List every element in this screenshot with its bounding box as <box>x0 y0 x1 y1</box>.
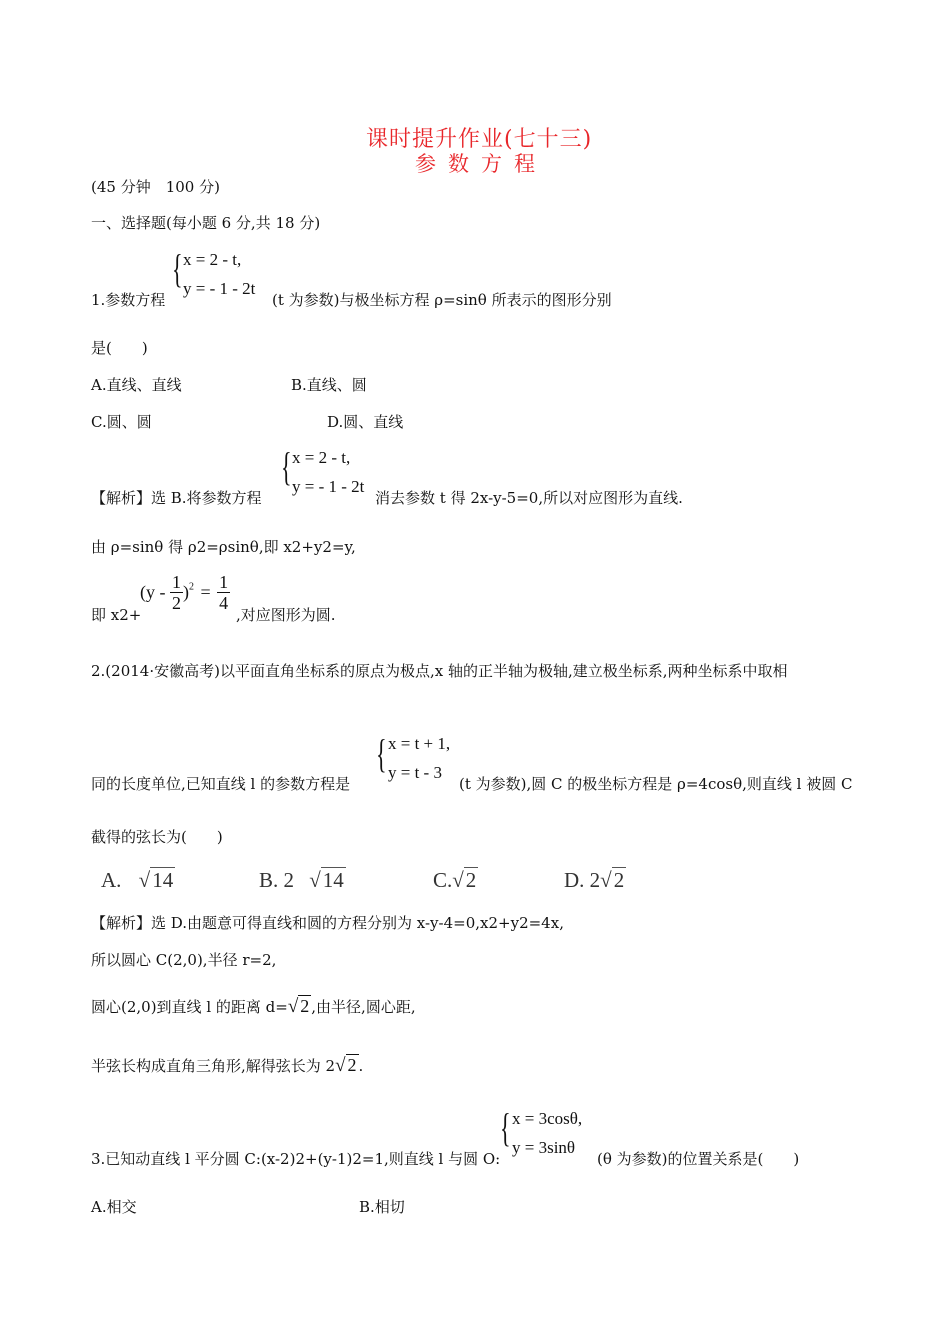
section-heading: 一、选择题(每小题 6 分,共 18 分) <box>91 214 321 232</box>
q1-suffix: (t 为参数)与极坐标方程 ρ=sinθ 所表示的图形分别 <box>272 291 612 309</box>
q2-analysis3: 圆心(2,0)到直线 l 的距离 d=√ 2 ,由半径,圆心距, <box>91 996 416 1017</box>
q2-analysis4: 半弦长构成直角三角形,解得弦长为 2√ 2 . <box>91 1055 364 1076</box>
q3-option-a: A.相交 <box>91 1198 137 1216</box>
q1-option-d: D.圆、直线 <box>327 413 404 431</box>
analysis4-prefix: 半弦长构成直角三角形,解得弦长为 2 <box>91 1057 336 1075</box>
time-score: (45 分钟 100 分) <box>91 178 220 196</box>
q3-eq2: y = 3sinθ <box>512 1138 576 1157</box>
analysis4-suffix: . <box>358 1057 364 1075</box>
exponent: 2 <box>189 581 194 593</box>
fraction-denominator: 2 <box>172 593 181 613</box>
q2-prefix: 同的长度单位,已知直线 l 的参数方程是 <box>91 775 351 793</box>
brace-icon: { <box>281 444 292 489</box>
q1-eq2: y = - 1 - 2t <box>183 279 256 298</box>
q1-line2: 是( ) <box>91 339 148 357</box>
option-label: B. 2 <box>259 868 295 892</box>
q2-option-c: C.√2 <box>433 868 477 892</box>
q1-option-c: C.圆、圆 <box>91 413 152 431</box>
q1-option-a: A.直线、直线 <box>91 376 182 394</box>
option-label: A. <box>101 868 122 892</box>
q3-prefix: 3.已知动直线 l 平分圆 C:(x-2)2+(y-1)2=1,则直线 l 与圆 O: <box>91 1150 501 1168</box>
radicand: 14 <box>322 868 344 892</box>
page-title: 课时提升作业(七十三) <box>366 127 593 152</box>
page-subtitle: 参数方程 <box>415 152 547 176</box>
q1-circle-equation <box>140 572 230 613</box>
option-label: C. <box>433 868 453 892</box>
q2-line1: 2.(2014·安徽高考)以平面直角坐标系的原点为极点,x 轴的正半轴为极轴,建立极坐标系,两种坐标系中取相 <box>91 662 788 680</box>
q1-analysis-prefix: 【解析】选 B.将参数方程 <box>91 489 262 507</box>
q1-prefix: 1.参数方程 <box>91 291 166 309</box>
q1-analysis-eq1: x = 2 - t, <box>292 448 351 467</box>
q3-suffix: (θ 为参数)的位置关系是( ) <box>597 1150 800 1168</box>
q1-analysis-line3-suffix: ,对应图形为圆. <box>236 606 336 624</box>
q1-analysis-eq2: y = - 1 - 2t <box>292 477 365 496</box>
fraction-half <box>170 572 183 613</box>
frac-y-open: (y - <box>140 582 166 602</box>
q1-analysis-suffix: 消去参数 t 得 2x-y-5=0,所以对应图形为直线. <box>375 489 683 507</box>
radicand: 14 <box>152 868 174 892</box>
radicand: 2 <box>465 868 477 892</box>
analysis3-suffix: ,由半径,圆心距, <box>311 998 416 1016</box>
brace-icon: { <box>172 246 183 291</box>
q2-eq2: y = t - 3 <box>388 763 442 782</box>
q2-analysis2: 所以圆心 C(2,0),半径 r=2, <box>91 951 277 969</box>
radicand: 2 <box>347 1055 357 1075</box>
q1-analysis-line3-prefix: 即 x2+ <box>91 606 142 624</box>
q2-option-d: D. 2√2 <box>564 868 625 892</box>
radicand: 2 <box>300 996 310 1016</box>
equals: = <box>200 582 211 602</box>
brace-icon: { <box>376 731 387 776</box>
q3-option-b: B.相切 <box>359 1198 405 1216</box>
q1-option-b: B.直线、圆 <box>291 376 367 394</box>
q2-option-a: A. √14 <box>101 868 174 892</box>
q2-option-b: B. 2 √14 <box>259 868 344 892</box>
q3-eq1: x = 3cosθ, <box>512 1109 583 1128</box>
frac-close: ) <box>183 582 189 602</box>
q2-analysis1: 【解析】选 D.由题意可得直线和圆的方程分别为 x-y-4=0,x2+y2=4x, <box>91 914 564 932</box>
fraction-numerator: 1 <box>219 572 229 592</box>
q2-suffix: (t 为参数),圆 C 的极坐标方程是 ρ=4cosθ,则直线 l 被圆 C <box>459 775 853 793</box>
q2-line3: 截得的弦长为( ) <box>91 828 223 846</box>
radicand: 2 <box>613 868 625 892</box>
fraction-numerator: 1 <box>172 572 181 592</box>
q1-analysis-line2: 由 ρ=sinθ 得 ρ2=ρsinθ,即 x2+y2=y, <box>91 538 356 556</box>
option-label: D. 2 <box>564 868 601 892</box>
q1-eq1: x = 2 - t, <box>183 250 242 269</box>
q2-eq1: x = t + 1, <box>388 734 451 753</box>
fraction-denominator: 4 <box>219 593 229 613</box>
brace-icon: { <box>500 1105 511 1150</box>
analysis3-prefix: 圆心(2,0)到直线 l 的距离 d= <box>91 998 288 1016</box>
fraction-quarter <box>217 572 230 613</box>
